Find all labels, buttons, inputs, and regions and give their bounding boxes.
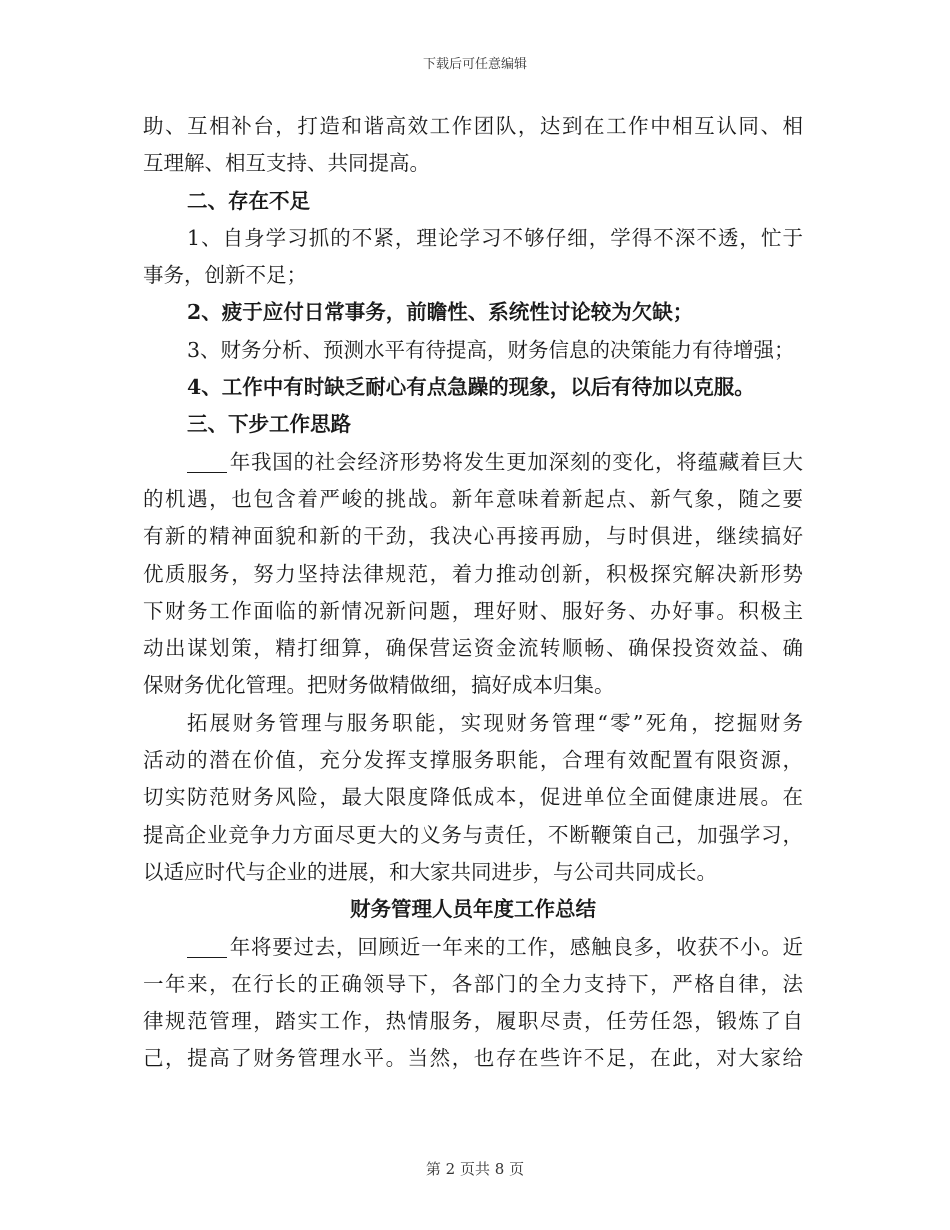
paragraph-line [143,444,803,481]
paragraph-line: 的机遇，也包含着严峻的挑战。新年意味着新起点、新气象，随之要 [143,486,803,511]
blank-underline [187,935,227,958]
paragraph-text: 年将要过去，回顾近一年来的工作，感触良多，收获不小。近 [229,934,803,959]
paragraph-line: 活动的潜在价值，充分发挥支撑服务职能，合理有效配置有限资源， [143,748,803,773]
document-title: 财务管理人员年度工作总结 [350,897,596,922]
paragraph-line: 动出谋划策，精打细算，确保营运资金流转顺畅、确保投资效益、确 [143,636,803,661]
paragraph-line: 助、互相补台，打造和谐高效工作团队，达到在工作中相互认同、相 [143,114,803,138]
paragraph-line: 一年来，在行长的正确领导下，各部门的全力支持下，严格自律，法 [143,971,803,996]
paragraph-line: 2、疲于应付日常事务，前瞻性、系统性讨论较为欠缺； [187,300,694,325]
blank-underline [187,450,227,473]
page-header: 下载后可任意编辑 [422,57,527,72]
paragraph-line: 拓展财务管理与服务职能，实现财务管理“零”死角，挖掘财务 [187,710,803,735]
paragraph-line: 互理解、相互支持、共同提高。 [143,151,430,176]
paragraph-line: 切实防范财务风险，最大限度降低成本，促进单位全面健康进展。在 [143,785,803,810]
document-body [143,108,803,1078]
paragraph-line: 4、工作中有时缺乏耐心有点急躁的现象，以后有待加以克服。 [187,375,755,400]
paragraph-line [143,929,803,966]
paragraph-line: 1、自身学习抓的不紧，理论学习不够仔细，学得不深不透，忙于 [187,225,803,250]
paragraph-line: 3、财务分析、预测水平有待提高，财务信息的决策能力有待增强； [187,337,795,362]
paragraph-line: 保财务优化管理。把财务做精做细，搞好成本归集。 [143,673,615,698]
paragraph-text: 年我国的社会经济形势将发生更加深刻的变化，将蕴藏着巨大 [229,449,803,474]
paragraph-line: 优质服务，努力坚持法律规范，着力推动创新，积极探究解决新形势 [143,561,803,586]
paragraph-line: 提高企业竞争力方面尽更大的义务与责任，不断鞭策自己，加强学习， [143,822,803,847]
paragraph-line: 有新的精神面貌和新的干劲，我决心再接再励，与时俱进，继续搞好 [143,524,803,549]
paragraph-line: 己，提高了财务管理水平。当然，也存在些许不足，在此，对大家给 [143,1046,803,1071]
page-footer: 第 2 页共 8 页 [425,1160,525,1178]
section-heading: 三、下步工作思路 [187,412,351,437]
paragraph-line: 以适应时代与企业的进展，和大家共同进步，与公司共同成长。 [143,859,717,884]
paragraph-line: 事务，创新不足； [143,263,307,288]
section-heading: 二、存在不足 [187,188,310,213]
paragraph-line: 律规范管理，踏实工作，热情服务，履职尽责，任劳任怨，锻炼了自 [143,1009,803,1034]
paragraph-line: 下财务工作面临的新情况新问题，理好财、服好务、办好事。积极主 [143,598,803,623]
